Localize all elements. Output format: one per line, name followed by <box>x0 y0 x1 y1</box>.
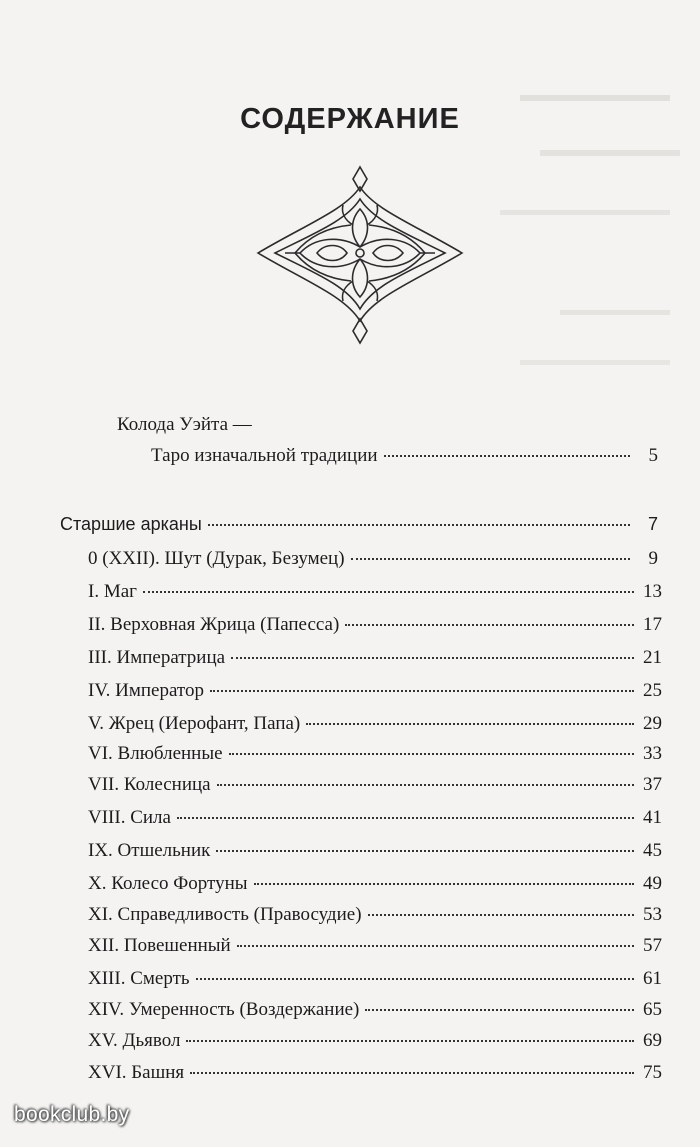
toc-page-number: 45 <box>643 840 662 861</box>
toc-leader-dots <box>231 657 634 659</box>
toc-leader-dots <box>365 1009 634 1011</box>
toc-leader-dots <box>216 850 634 852</box>
toc-page-number: 5 <box>648 445 658 466</box>
toc-leader-dots <box>237 945 634 947</box>
toc-entry[interactable] <box>88 1029 662 1055</box>
toc-leader-dots <box>306 723 634 725</box>
toc-entry[interactable] <box>88 839 662 865</box>
toc-page-number: 75 <box>643 1062 662 1083</box>
toc-entry-label: X. Колесо Фортуны <box>88 873 248 894</box>
toc-leader-dots <box>345 624 634 626</box>
toc-leader-dots <box>217 784 634 786</box>
toc-entry[interactable] <box>88 998 662 1024</box>
toc-intro-line1: Колода Уэйта — <box>117 414 252 435</box>
toc-leader-dots <box>210 690 634 692</box>
toc-page-number: 33 <box>643 743 662 764</box>
toc-entry-label: V. Жрец (Иерофант, Папа) <box>88 713 301 734</box>
toc-leader-dots <box>143 591 634 593</box>
toc-leader-dots <box>254 883 634 885</box>
bleed-through-text <box>560 310 670 329</box>
toc-entry-label: VI. Влюбленные <box>88 743 223 764</box>
toc-entry[interactable] <box>88 613 662 639</box>
toc-entry-label: XIII. Смерть <box>88 968 190 989</box>
toc-page-number: 57 <box>643 935 662 956</box>
toc-entry[interactable] <box>88 1061 662 1087</box>
toc-entry-label: XII. Повешенный <box>88 935 231 956</box>
toc-page-number: 13 <box>643 581 662 602</box>
bleed-through-text <box>520 360 670 379</box>
toc-leader-dots <box>384 455 630 457</box>
toc-page-number: 41 <box>643 807 662 828</box>
toc-entry-label: Таро изначальной традиции <box>151 445 378 466</box>
toc-entry[interactable] <box>88 903 662 929</box>
toc-leader-dots <box>186 1040 634 1042</box>
toc-entry-label: III. Императрица <box>88 647 226 668</box>
toc-page-number: 37 <box>643 774 662 795</box>
toc-page-number: 49 <box>643 873 662 894</box>
toc-page-number: 65 <box>643 999 662 1020</box>
bleed-through-text <box>500 210 670 229</box>
toc-page-number: 69 <box>643 1030 662 1051</box>
toc-entry[interactable] <box>88 712 662 738</box>
toc-entry-label: IV. Император <box>88 680 204 701</box>
toc-section-major-arcana[interactable] <box>60 512 658 538</box>
toc-entry-label: IX. Отшельник <box>88 840 211 861</box>
toc-page-number: 7 <box>647 514 658 534</box>
toc-leader-dots <box>229 753 634 755</box>
toc-page-number: 25 <box>643 680 662 701</box>
toc-entry[interactable] <box>88 872 662 898</box>
toc-entry-label: XI. Справедливость (Правосудие) <box>88 904 362 925</box>
toc-entry[interactable] <box>88 967 662 993</box>
toc-entry-label: II. Верховная Жрица (Папесса) <box>88 614 340 635</box>
toc-entry-label: 0 (XXII). Шут (Дурак, Безумец) <box>88 548 345 569</box>
toc-entry-label: XV. Дьявол <box>88 1030 181 1051</box>
toc-entry-label: XVI. Башня <box>88 1062 185 1083</box>
toc-page-number: 53 <box>643 904 662 925</box>
toc-entry-label: VII. Колесница <box>88 774 211 795</box>
toc-leader-dots <box>177 817 634 819</box>
page-title: СОДЕРЖАНИЕ <box>240 103 460 135</box>
toc-page-number: 61 <box>643 968 662 989</box>
toc-entry[interactable] <box>88 934 662 960</box>
toc-entry[interactable] <box>88 547 658 573</box>
toc-page-number: 21 <box>643 647 662 668</box>
toc-leader-dots <box>190 1072 634 1074</box>
toc-entry[interactable] <box>88 580 662 606</box>
toc-entry-label: I. Маг <box>88 581 137 602</box>
toc-leader-dots <box>368 914 634 916</box>
toc-entry[interactable] <box>88 646 662 672</box>
toc-entry[interactable] <box>88 742 662 768</box>
toc-leader-dots <box>196 978 634 980</box>
toc-section-label: Старшие арканы <box>60 514 202 534</box>
toc-page-number: 29 <box>643 713 662 734</box>
ornament-diamond-icon <box>255 165 465 345</box>
toc-entry-label: XIV. Умеренность (Воздержание) <box>88 999 360 1020</box>
toc-entry[interactable] <box>88 773 662 799</box>
bleed-through-text <box>540 150 680 170</box>
toc-page-number: 9 <box>648 548 658 569</box>
toc-intro-entry[interactable] <box>151 444 658 470</box>
toc-page-number: 17 <box>643 614 662 635</box>
toc-entry[interactable] <box>88 806 662 832</box>
toc-leader-dots <box>351 558 630 560</box>
watermark: bookclub.by <box>14 1103 130 1126</box>
toc-entry[interactable] <box>88 679 662 705</box>
toc-entry-label: VIII. Сила <box>88 807 171 828</box>
toc-leader-dots <box>208 524 630 526</box>
